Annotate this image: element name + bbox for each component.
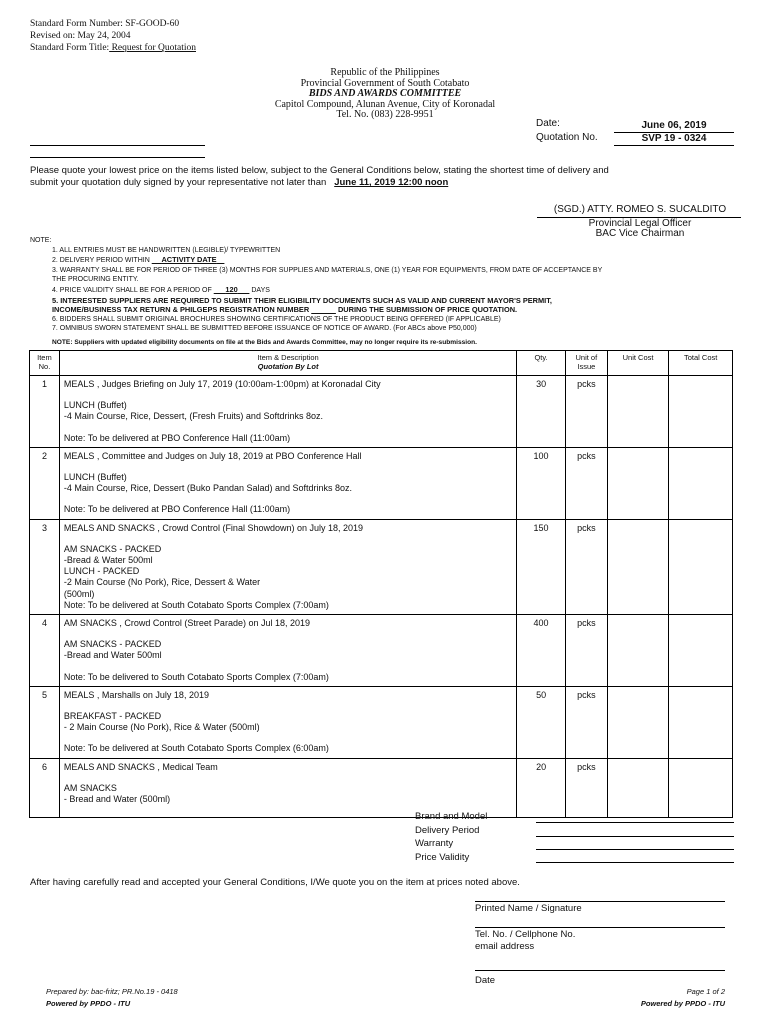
note-5b-prefix: INCOME/BUSINESS TAX RETURN & PHILGEPS REGISTRATION NUMBER [52, 305, 310, 315]
notes-block [30, 236, 730, 334]
form-header [30, 18, 196, 54]
item-description [59, 758, 516, 817]
note-4 [30, 285, 730, 296]
table-row [30, 758, 733, 817]
form-number: Standard Form Number: SF-GOOD-60 [30, 19, 180, 29]
item-description [59, 447, 516, 519]
item-unit: pcks [565, 519, 607, 614]
item-note: Note: To be delivered to South Cotabato Sports Complex (7:00am) [63, 671, 329, 682]
item-title: MEALS , Judges Briefing on July 17, 2019 (10:00am-1:00pm) at Koronadal City [63, 379, 381, 389]
item-qty: 20 [517, 758, 566, 817]
intro-line2 [30, 177, 750, 189]
signatory-position: Provincial Legal Officer [588, 218, 692, 229]
note-6: 6. BIDDERS SHALL SUBMIT ORIGINAL BROCHURES SHOWING CERTIFICATIONS OF THE PRODUCT BEING OFFERED (IF APPLICABLE) [52, 315, 501, 323]
note-1: 1. ALL ENTRIES MUST BE HANDWRITTEN (LEGIBLE)/ TYPEWRITTEN [52, 246, 281, 254]
delivery-period-label: Delivery Period [415, 824, 480, 836]
brand-model-label: Brand and Model [415, 811, 488, 822]
item-line: -2 Main Course (No Pork), Rice, Dessert & Water [63, 577, 261, 588]
table-row [30, 376, 733, 448]
intro-line2-prefix: submit your quotation duly signed by your representative not later than [30, 177, 327, 188]
table-header-row [30, 351, 733, 376]
supplier-address-line[interactable] [30, 157, 205, 158]
supplier-name-line[interactable] [30, 145, 205, 146]
price-validity-label: Price Validity [415, 851, 470, 863]
item-line: AM SNACKS - PACKED [63, 543, 162, 554]
agency-republic: Republic of the Philippines [330, 67, 440, 78]
item-no: 4 [30, 615, 60, 687]
agency-province: Provincial Government of South Cotabato [300, 77, 470, 89]
tel-label: Tel. No. / Cellphone No. [475, 929, 576, 940]
email-label: email address [475, 940, 535, 952]
note-2-value: ACTIVITY DATE [161, 255, 217, 265]
item-total-cost-cell[interactable] [669, 686, 733, 758]
signatory-name: (SGD.) ATTY. ROMEO S. SUCALDITO [553, 204, 727, 215]
note-5b-suffix: DURING THE SUBMISSION OF PRICE QUOTATION. [337, 305, 518, 315]
sign-date-label: Date [475, 975, 496, 986]
note-5b [30, 305, 730, 315]
item-unit: pcks [565, 376, 607, 448]
item-total-cost-cell[interactable] [669, 447, 733, 519]
delivery-period-field[interactable] [536, 836, 734, 837]
quotation-no-value: SVP 19 - 0324 [641, 133, 707, 144]
item-line: BREAKFAST - PACKED [63, 711, 162, 722]
header-unit: Unit of Issue [565, 351, 607, 376]
note-2-prefix: 2. DELIVERY PERIOD WITHIN [52, 257, 150, 265]
note-2 [30, 255, 730, 266]
item-no: 6 [30, 758, 60, 817]
intro-line1: Please quote your lowest price on the items listed below, subject to the General Conditions below, stating the shortest time of delivery and [30, 165, 609, 176]
header-qty: Qty. [517, 351, 566, 376]
item-unit-cost-cell[interactable] [607, 758, 669, 817]
notes-heading: NOTE: [30, 237, 52, 244]
note-4-prefix: 4. PRICE VALIDITY SHALL BE FOR A PERIOD OF [52, 286, 212, 294]
footer-right [600, 986, 725, 1010]
form-title-label: Standard Form Title: [30, 43, 110, 53]
date-value: June 06, 2019 [641, 120, 707, 131]
date-label: Date: [536, 118, 560, 129]
item-line: -4 Main Course, Rice, Dessert (Buko Pandan Salad) and Softdrinks 8oz. [63, 483, 353, 494]
item-line: AM SNACKS - PACKED [63, 639, 162, 650]
item-no: 3 [30, 519, 60, 614]
table-row [30, 519, 733, 614]
item-total-cost-cell[interactable] [669, 615, 733, 687]
item-unit-cost-cell[interactable] [607, 447, 669, 519]
item-total-cost-cell[interactable] [669, 376, 733, 448]
item-total-cost-cell[interactable] [669, 758, 733, 817]
item-title: MEALS AND SNACKS , Crowd Control (Final Showdown) on July 18, 2019 [63, 522, 364, 533]
page-number: Page 1 of 2 [686, 987, 725, 996]
item-unit: pcks [565, 447, 607, 519]
item-unit: pcks [565, 686, 607, 758]
note-5a: 5. INTERESTED SUPPLIERS ARE REQUIRED TO SUBMIT THEIR ELIGIBILITY DOCUMENTS SUCH AS VALID AND CURRENT MAYOR'S PERMIT, [52, 295, 552, 305]
signatory-role: BAC Vice Chairman [595, 228, 685, 239]
item-qty: 50 [517, 686, 566, 758]
table-row [30, 615, 733, 687]
form-title-value: Request for Quotation [109, 43, 196, 53]
quotation-no-underline [614, 145, 734, 146]
note-3b: THE PROCURING ENTITY. [52, 276, 139, 284]
item-line: - Bread and Water (500ml) [63, 794, 171, 805]
quotation-no-label: Quotation No. [536, 132, 598, 143]
brand-model-field[interactable] [536, 822, 734, 823]
form-title [30, 42, 196, 54]
item-title: MEALS , Marshalls on July 18, 2019 [63, 689, 209, 700]
price-validity-field[interactable] [536, 862, 734, 863]
warranty-label: Warranty [415, 838, 454, 849]
item-no: 1 [30, 376, 60, 448]
items-table [29, 350, 733, 818]
item-title: AM SNACKS , Crowd Control (Street Parade) on Jul 18, 2019 [63, 618, 311, 629]
item-description [59, 615, 516, 687]
item-title: MEALS AND SNACKS , Medical Team [63, 761, 218, 772]
header-total-cost: Total Cost [669, 351, 733, 376]
item-unit-cost-cell[interactable] [607, 519, 669, 614]
item-note: Note: To be delivered at PBO Conference Hall (11:00am) [63, 504, 291, 515]
note-3: 3. WARRANTY SHALL BE FOR PERIOD OF THREE (3) MONTHS FOR SUPPLIES AND MATERIALS, ONE (1) YEAR FOR EQUIPMENTS, FROM DATE OF ACCEPTANCE BY [52, 266, 603, 274]
tel-field[interactable] [475, 927, 725, 928]
item-line: -4 Main Course, Rice, Dessert, (Fresh Fruits) and Softdrinks 8oz. [63, 411, 323, 422]
item-no: 5 [30, 686, 60, 758]
brand-block [415, 810, 487, 864]
item-description [59, 519, 516, 614]
item-note: Note: To be delivered at South Cotabato Sports Complex (7:00am) [63, 599, 329, 610]
agency-tel: Tel. No. (083) 228-9951 [336, 109, 434, 120]
note-2-value-wrap [152, 257, 225, 264]
item-unit-cost-cell[interactable] [607, 376, 669, 448]
item-line: -Bread & Water 500ml [63, 555, 153, 566]
item-total-cost-cell[interactable] [669, 519, 733, 614]
item-line: - 2 Main Course (No Pork), Rice & Water (500ml) [63, 722, 260, 733]
note-4-value: 120 [225, 284, 238, 294]
intro-deadline: June 11, 2019 12:00 noon [334, 177, 449, 188]
printed-name-field[interactable] [475, 901, 725, 902]
intro-text [30, 165, 750, 189]
note-4-value-wrap [214, 284, 250, 294]
powered-right: Powered by PPDO - ITU [640, 999, 725, 1008]
footer-left [46, 986, 178, 1010]
note-5b-blank [311, 305, 336, 314]
item-description [59, 686, 516, 758]
header-description [59, 351, 516, 376]
agency-block [0, 68, 770, 121]
item-line: LUNCH (Buffet) [63, 472, 127, 483]
item-line: -Bread and Water 500ml [63, 650, 162, 661]
table-row [30, 447, 733, 519]
item-unit: pcks [565, 615, 607, 687]
item-no: 2 [30, 447, 60, 519]
agency-committee: BIDS AND AWARDS COMMITTEE [308, 88, 462, 99]
item-title: MEALS , Committee and Judges on July 18, 2019 at PBO Conference Hall [63, 450, 362, 461]
supplier-note: NOTE: Suppliers with updated eligibility documents on file at the Bids and Awards Committee, may no longer require its re-submission. [52, 339, 477, 346]
contact-labels [475, 929, 575, 952]
item-qty: 150 [517, 519, 566, 614]
header-desc-sub: Quotation By Lot [257, 362, 319, 371]
item-unit-cost-cell[interactable] [607, 686, 669, 758]
item-unit: pcks [565, 758, 607, 817]
header-item-no: Item No. [30, 351, 60, 376]
note-4-suffix: DAYS [251, 286, 270, 294]
agency-address: Capitol Compound, Alunan Avenue, City of Koronadal [274, 98, 496, 110]
date-field[interactable] [475, 970, 725, 971]
warranty-field[interactable] [536, 849, 734, 850]
item-qty: 30 [517, 376, 566, 448]
form-revised: Revised on: May 24, 2004 [30, 31, 131, 41]
table-row [30, 686, 733, 758]
item-qty: 400 [517, 615, 566, 687]
item-line: (500ml) [63, 588, 95, 599]
item-note: Note: To be delivered at PBO Conference Hall (11:00am) [63, 432, 291, 443]
item-unit-cost-cell[interactable] [607, 615, 669, 687]
acceptance-text: After having carefully read and accepted your General Conditions, I/We quote you on the item at prices noted above. [30, 877, 520, 888]
item-line: LUNCH (Buffet) [63, 400, 127, 411]
item-description [59, 376, 516, 448]
item-line: AM SNACKS [63, 782, 117, 793]
prepared-by: Prepared by: bac-fritz; PR.No.19 - 0418 [46, 987, 178, 996]
powered-left: Powered by PPDO - ITU [46, 999, 131, 1008]
item-note: Note: To be delivered at South Cotabato Sports Complex (6:00am) [63, 743, 329, 754]
item-line: LUNCH - PACKED [63, 566, 140, 577]
header-desc-label: Item & Description [257, 353, 319, 362]
printed-name-label: Printed Name / Signature [475, 903, 582, 914]
header-unit-cost: Unit Cost [607, 351, 669, 376]
item-qty: 100 [517, 447, 566, 519]
note-7: 7. OMNIBUS SWORN STATEMENT SHALL BE SUBMITTED BEFORE ISSUANCE OF NOTICE OF AWARD. (For ABCs above P50,000) [52, 325, 477, 333]
